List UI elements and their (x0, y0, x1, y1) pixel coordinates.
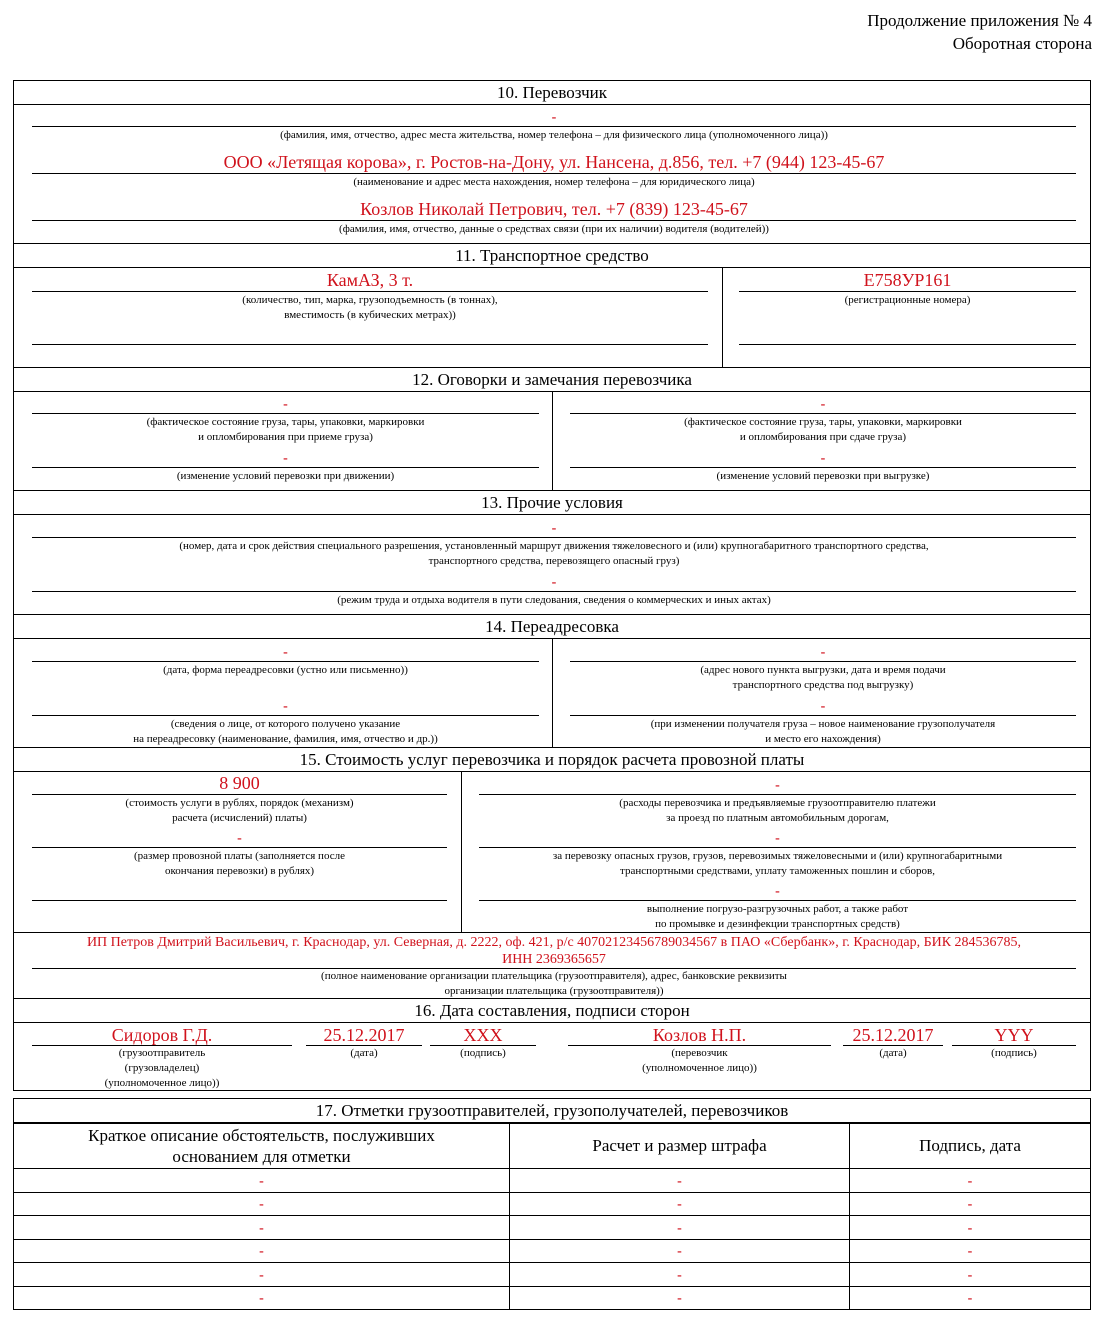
underline (32, 173, 1076, 174)
section-title: 11. Транспортное средство (14, 244, 1090, 268)
caption-line: (размер провозной платы (заполняется после (134, 850, 345, 862)
shipper-caption (32, 1046, 292, 1091)
remark-acceptance-caption (32, 415, 539, 445)
hazardous-expenses-value[interactable]: - (775, 831, 780, 846)
caption-line: (уполномоченное лицо)) (642, 1062, 757, 1074)
penalty-cell[interactable]: - (510, 1216, 850, 1240)
carrier-legal-caption: (наименование и адрес места нахождения, номер телефона – для юридического лица) (353, 176, 755, 188)
caption-line: (стоимость услуги в рублях, порядок (механизм) (125, 797, 354, 809)
remark-acceptance-value[interactable]: - (283, 397, 288, 412)
carrier-legal-value[interactable]: ООО «Летящая корова», г. Ростов-на-Дону, ул. Нансена, д.856, тел. +7 (944) 123-45-67 (223, 152, 885, 172)
carrier-signature-caption: (подпись) (991, 1047, 1037, 1059)
caption-line: выполнение погрузо-разгрузочных работ, а также работ (646, 903, 909, 915)
signature-date-cell[interactable]: - (850, 1239, 1091, 1263)
section-title: 12. Оговорки и замечания перевозчика (14, 368, 1090, 392)
penalty-cell[interactable]: - (510, 1286, 850, 1310)
shipper-date-caption: (дата) (350, 1047, 378, 1059)
freight-fee-caption (32, 849, 447, 879)
penalty-cell[interactable]: - (510, 1192, 850, 1216)
redirect-address-caption (570, 663, 1076, 693)
caption-line: и опломбирования при сдаче груза) (739, 431, 907, 443)
driver-regime-caption: (режим труда и отдыха водителя в пути следования, сведения о коммерческих и иных актах) (337, 594, 771, 606)
redirect-person-value[interactable]: - (283, 699, 288, 714)
vehicle-caption (32, 293, 708, 323)
signature-date-cell[interactable]: - (850, 1169, 1091, 1193)
table-row (14, 1286, 1091, 1310)
underline (739, 344, 1076, 345)
underline (32, 291, 708, 292)
caption-line: (количество, тип, марка, грузоподъемность (в тоннах), (242, 294, 498, 306)
description-cell[interactable]: - (14, 1216, 510, 1240)
underline (32, 847, 447, 848)
signature-date-cell[interactable]: - (850, 1263, 1091, 1287)
payer-value[interactable] (32, 934, 1076, 968)
caption-line: (при изменении получателя груза – новое наименование грузополучателя (650, 718, 996, 730)
caption-line: на переадресовку (наименование, фамилия, имя, отчество и др.)) (133, 733, 438, 745)
table-row (14, 1263, 1091, 1287)
driver-value[interactable]: Козлов Николай Петрович, тел. +7 (839) 123-45-67 (360, 199, 748, 219)
remark-delivery-caption (570, 415, 1076, 445)
section-13-other-conditions (14, 491, 1090, 614)
caption-line: (перевозчик (671, 1047, 728, 1059)
underline (479, 900, 1076, 901)
column-divider (552, 391, 553, 490)
driver-regime-value[interactable]: - (551, 575, 557, 590)
caption-line: (расходы перевозчика и предъявляемые грузоотправителю платежи (619, 797, 936, 809)
carrier-name-value[interactable]: Козлов Н.П. (652, 1025, 747, 1045)
underline (32, 126, 1076, 127)
registration-value[interactable]: Е758УР161 (863, 270, 952, 290)
shipper-signature-value[interactable]: XXX (463, 1025, 503, 1045)
underline (32, 715, 539, 716)
column-header-signature: Подпись, дата (850, 1124, 1091, 1169)
registration-caption: (регистрационные номера) (844, 294, 971, 306)
carrier-physical-value[interactable]: - (551, 110, 557, 125)
table-row (14, 1239, 1091, 1263)
underline (32, 900, 447, 901)
description-cell[interactable]: - (14, 1286, 510, 1310)
caption-line: транспортного средства под выгрузку) (732, 679, 914, 691)
section-title: 13. Прочие условия (14, 491, 1090, 515)
shipper-name-value[interactable]: Сидоров Г.Д. (111, 1025, 213, 1045)
caption-line: окончания перевозки) в рублях) (164, 865, 315, 877)
caption-line: (адрес нового пункта выгрузки, дата и время подачи (700, 664, 946, 676)
section-12-remarks (14, 368, 1090, 490)
caption-line: организации плательщика (грузоотправителя)) (444, 985, 664, 997)
toll-expenses-caption (479, 796, 1076, 826)
underline (570, 661, 1076, 662)
penalty-cell[interactable]: - (510, 1239, 850, 1263)
hazardous-expenses-caption (479, 849, 1076, 879)
underline (32, 591, 1076, 592)
underline (479, 794, 1076, 795)
service-cost-caption (32, 796, 447, 826)
marks-table-header (14, 1124, 1091, 1169)
section-title: 14. Переадресовка (14, 615, 1090, 639)
section-17-marks (13, 1098, 1091, 1310)
caption-line: (грузоотправитель (118, 1047, 206, 1059)
special-permit-value[interactable]: - (551, 521, 557, 536)
section-title: 16. Дата составления, подписи сторон (14, 999, 1090, 1023)
caption-line: расчета (исчислений) платы) (172, 812, 307, 824)
underline (739, 291, 1076, 292)
new-consignee-caption (570, 717, 1076, 747)
new-consignee-value[interactable]: - (820, 699, 826, 714)
underline (32, 220, 1076, 221)
caption-line: (сведения о лице, от которого получено указание (170, 718, 401, 730)
signature-date-cell[interactable]: - (850, 1286, 1091, 1310)
marks-table (13, 1123, 1091, 1310)
section-title: 10. Перевозчик (14, 81, 1090, 105)
remark-movement-value[interactable]: - (283, 451, 288, 466)
carrier-caption (568, 1046, 831, 1076)
shipper-signature-caption: (подпись) (460, 1047, 506, 1059)
toll-expenses-value[interactable]: - (775, 778, 780, 793)
penalty-cell[interactable]: - (510, 1263, 850, 1287)
column-divider (461, 771, 462, 932)
caption-line: (грузовладелец) (124, 1062, 200, 1074)
description-cell[interactable]: - (14, 1263, 510, 1287)
remark-movement-caption: (изменение условий перевозки при движении) (176, 470, 395, 482)
caption-line: (номер, дата и срок действия специального разрешения, установленный маршрут движения тяжеловесного и (или) крупногабаритного транспортного средства, (179, 540, 929, 552)
driver-caption: (фамилия, имя, отчество, данные о средствах связи (при их наличии) водителя (водителей)) (339, 223, 769, 235)
carrier-signature-value[interactable]: YYY (994, 1025, 1034, 1045)
description-cell[interactable]: - (14, 1169, 510, 1193)
remark-delivery-value[interactable]: - (820, 397, 826, 412)
caption-line: транспортного средства, перевозящего опасный груз) (428, 555, 680, 567)
caption-line: и место его нахождения) (765, 733, 881, 745)
payer-line: ИНН 2369365657 (502, 952, 606, 967)
underline (32, 537, 1076, 538)
underline (32, 661, 539, 662)
remark-unloading-caption: (изменение условий перевозки при выгрузке) (716, 470, 930, 482)
redirect-date-value[interactable]: - (283, 645, 288, 660)
form-main-box (13, 80, 1091, 1091)
section-14-redirection (14, 615, 1090, 747)
loading-works-value[interactable]: - (775, 884, 780, 899)
section-title: 17. Отметки грузоотправителей, грузополучателей, перевозчиков (14, 1099, 1090, 1123)
payer-line: ИП Петров Дмитрий Васильевич, г. Краснодар, ул. Северная, д. 2222, оф. 421, р/с 40702123456789034567 в ПАО «Сбербанк», г. Краснодар, БИК 284536785, (86, 935, 1022, 950)
remark-unloading-value[interactable]: - (820, 451, 826, 466)
reverse-side-label: Оборотная сторона (952, 34, 1092, 53)
signature-date-cell[interactable]: - (850, 1216, 1091, 1240)
caption-line: транспортными средствами, уплату таможенных пошлин и сборов, (620, 865, 935, 877)
underline (479, 847, 1076, 848)
underline (570, 413, 1076, 414)
caption-line: (уполномоченное лицо)) (104, 1077, 220, 1089)
shipper-date-value[interactable]: 25.12.2017 (323, 1025, 405, 1045)
caption-line: за перевозку опасных грузов, грузов, перевозимых тяжеловесными и (или) крупногабаритными (552, 850, 1003, 862)
header-line: Краткое описание обстоятельств, послуживших (88, 1126, 435, 1145)
redirect-date-caption: (дата, форма переадресовки (устно или письменно)) (163, 664, 408, 676)
underline (32, 467, 539, 468)
special-permit-caption (32, 539, 1076, 569)
table-row (14, 1192, 1091, 1216)
underline (32, 344, 708, 345)
caption-line: (фактическое состояние груза, тары, упаковки, маркировки (146, 416, 425, 428)
column-header-description (14, 1124, 510, 1169)
caption-line: за проезд по платным автомобильным дорогам, (666, 812, 889, 824)
document-header (867, 9, 1092, 55)
section-11-vehicle (14, 244, 1090, 367)
signature-date-cell[interactable]: - (850, 1192, 1091, 1216)
table-row (14, 1216, 1091, 1240)
service-cost-value[interactable]: 8 900 (219, 773, 260, 793)
loading-works-caption (479, 902, 1076, 932)
payer-caption (32, 969, 1076, 999)
caption-line: и опломбирования при приеме груза) (198, 431, 373, 443)
description-cell[interactable]: - (14, 1239, 510, 1263)
section-title: 15. Стоимость услуг перевозчика и порядок расчета провозной платы (14, 748, 1090, 772)
column-header-penalty: Расчет и размер штрафа (510, 1124, 850, 1169)
redirect-person-caption (32, 717, 539, 747)
underline (570, 715, 1076, 716)
marks-table-body (14, 1169, 1091, 1310)
divider (14, 932, 1090, 933)
column-divider (552, 638, 553, 747)
header-line: основанием для отметки (172, 1147, 351, 1166)
caption-line: по промывке и дезинфекции транспортных средств) (655, 918, 900, 930)
caption-line: (полное наименование организации плательщика (грузоотправителя), адрес, банковские реквизиты (321, 970, 787, 982)
carrier-physical-caption: (фамилия, имя, отчество, адрес места жительства, номер телефона – для физического лица (уполномоченного лица)) (280, 129, 828, 141)
table-row (14, 1169, 1091, 1193)
column-divider (722, 267, 723, 367)
section-10-carrier (14, 81, 1090, 243)
underline (570, 467, 1076, 468)
vehicle-value[interactable]: КамАЗ, 3 т. (326, 270, 414, 290)
penalty-cell[interactable]: - (510, 1169, 850, 1193)
underline (32, 794, 447, 795)
description-cell[interactable]: - (14, 1192, 510, 1216)
section-15-cost (14, 748, 1090, 998)
caption-line: (фактическое состояние груза, тары, упаковки, маркировки (684, 416, 962, 428)
underline (32, 413, 539, 414)
freight-fee-value[interactable]: - (237, 831, 242, 846)
section-16-signatures (14, 999, 1090, 1091)
carrier-date-caption: (дата) (879, 1047, 907, 1059)
appendix-continuation: Продолжение приложения № 4 (867, 11, 1092, 30)
caption-line: вместимость (в кубических метрах)) (284, 309, 456, 321)
carrier-date-value[interactable]: 25.12.2017 (852, 1025, 934, 1045)
redirect-address-value[interactable]: - (820, 645, 826, 660)
